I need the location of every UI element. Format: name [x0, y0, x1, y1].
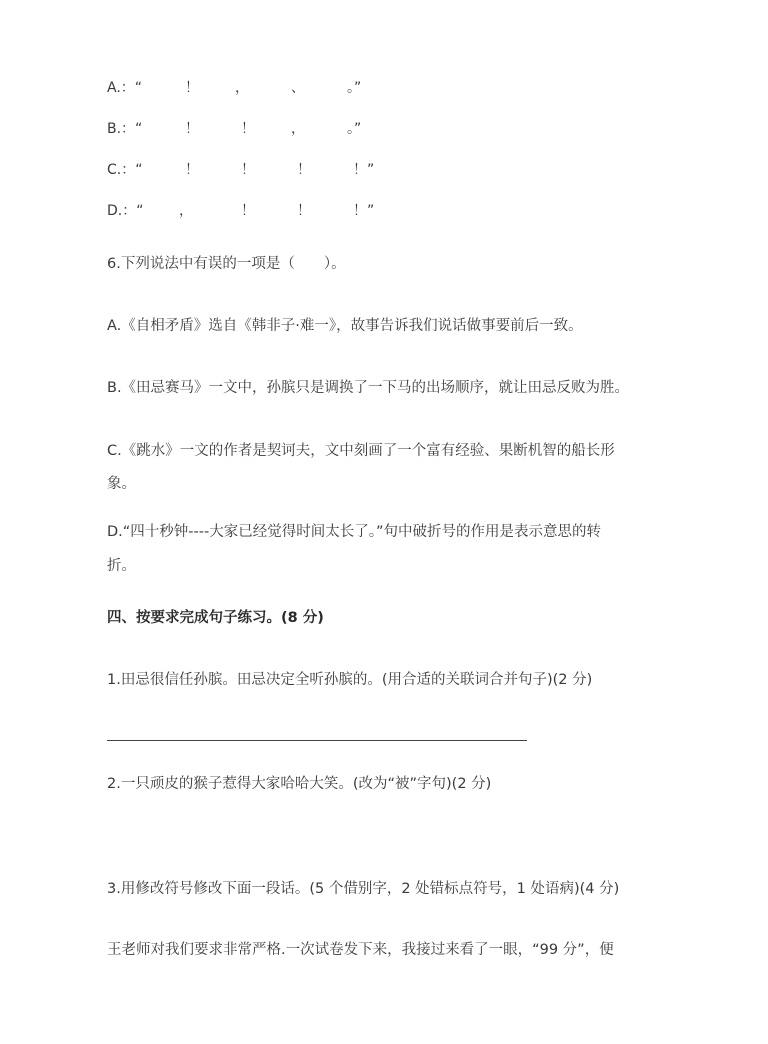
option-label: C.：“: [107, 162, 143, 178]
option-d[interactable]: [107, 203, 407, 223]
question-6-option-b[interactable]: B.《田忌赛马》一文中，孙膑只是调换了一下马的出场顺序，就让田忌反败为胜。: [107, 380, 630, 396]
punct-mark: ，: [235, 80, 249, 96]
punct-mark: ！: [185, 121, 199, 137]
question-6-option-c-line2: 象。: [107, 476, 136, 492]
punct-mark: ！: [241, 121, 255, 137]
section-4-question-1: 1.田忌很信任孙膑。田忌决定全听孙膑的。(用合适的关联词合并句子)(2 分): [107, 672, 593, 688]
answer-line[interactable]: [107, 740, 527, 741]
section-4-question-3-passage: 王老师对我们要求非常严格.一次试卷发下来，我接过来看了一眼，“99 分”，便: [107, 942, 614, 958]
question-6-option-c-line1[interactable]: C.《跳水》一文的作者是契诃夫，文中刻画了一个富有经验、果断机智的船长形: [107, 443, 615, 459]
section-4-question-2: 2.一只顽皮的猴子惹得大家哈哈大笑。(改为“被”字句)(2 分): [107, 776, 492, 792]
punct-mark: ，: [179, 203, 193, 219]
question-6-option-a[interactable]: A.《自相矛盾》选自《韩非子·难一》，故事告诉我们说话做事要前后一致。: [107, 318, 583, 334]
punct-mark: ！: [241, 203, 255, 219]
option-c[interactable]: [107, 162, 407, 182]
punct-mark: ！”: [353, 162, 375, 178]
question-6-option-d-line1[interactable]: D.“四十秒钟----大家已经觉得时间太长了。”句中破折号的作用是表示意思的转: [107, 524, 601, 540]
punct-mark: ！: [297, 203, 311, 219]
option-b[interactable]: [107, 121, 407, 141]
punct-mark: ！”: [353, 203, 375, 219]
punct-mark: 、: [291, 80, 305, 96]
punct-mark: ！: [185, 80, 199, 96]
question-6-stem: 6.下列说法中有误的一项是（ ）。: [107, 256, 346, 272]
punct-mark: ！: [185, 162, 199, 178]
section-4-heading: 四、按要求完成句子练习。(8 分): [107, 610, 324, 626]
option-label: D.：“: [107, 203, 144, 219]
option-label: A.：“: [107, 80, 143, 96]
option-label: B.：“: [107, 121, 143, 137]
punct-mark: 。”: [347, 80, 362, 96]
punct-mark: ！: [241, 162, 255, 178]
question-6-option-d-line2: 折。: [107, 558, 136, 574]
punct-mark: 。”: [347, 121, 362, 137]
section-4-question-3: 3.用修改符号修改下面一段话。(5 个借别字，2 处错标点符号，1 处语病)(4 分): [107, 881, 620, 897]
punct-mark: ，: [291, 121, 305, 137]
punct-mark: ！: [297, 162, 311, 178]
option-a[interactable]: [107, 80, 407, 100]
